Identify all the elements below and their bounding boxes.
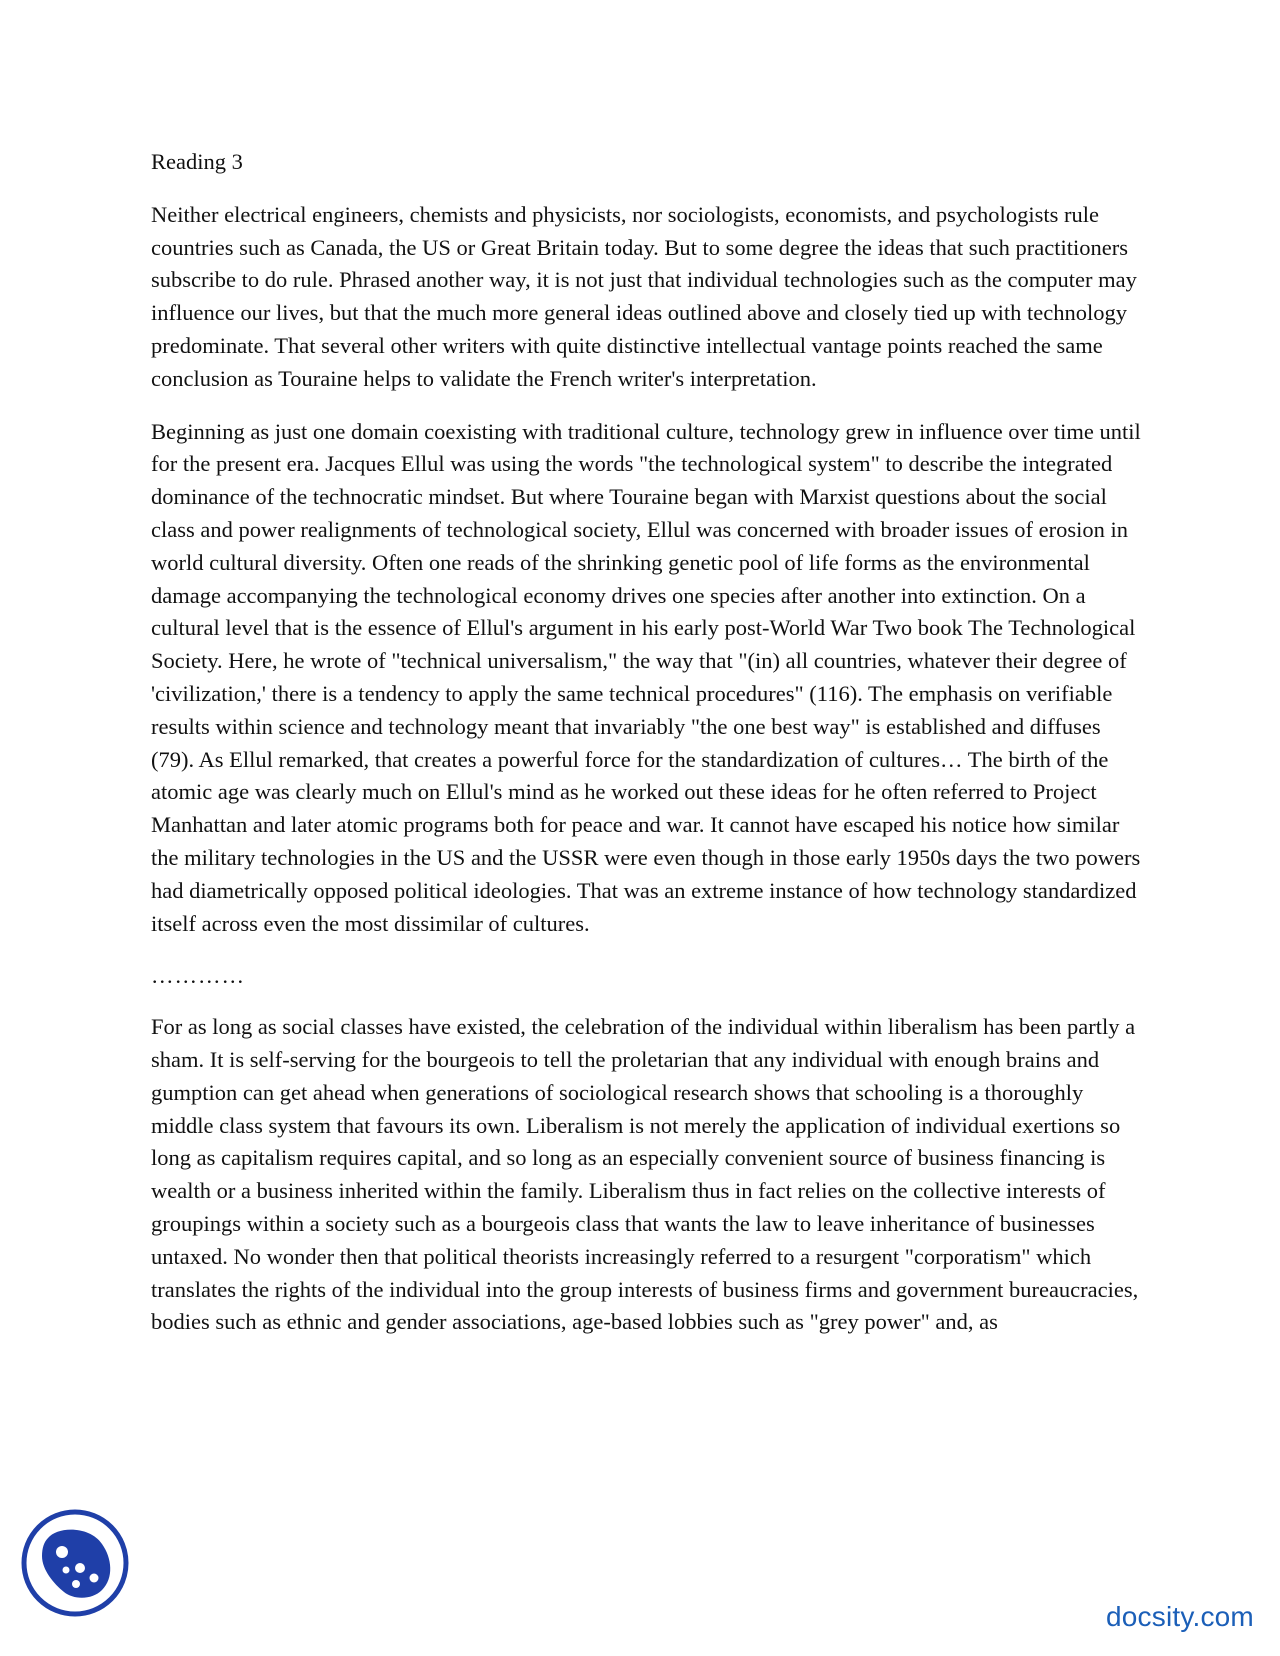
document-body	[151, 146, 1141, 1359]
section-separator: …………	[151, 963, 245, 989]
paragraph-1: Neither electrical engineers, chemists and physicists, nor sociologists, economists, and psychologists rule countries such as Canada, the US or Great Britain today. But to some degree the ideas that such practitioners subscribe to do rule. Phrased another way, it is not just that individual technologies such as the computer may influence our lives, but that the much more general ideas outlined above and closely tied up with technology predominate. That several other writers with quite distinctive intellectual vantage points reached the same conclusion as Touraine helps to validate the French writer's interpretation.	[151, 201, 1137, 391]
docsity-brand-link[interactable]: docsity.com	[1106, 1601, 1254, 1632]
docsity-logo-icon[interactable]	[20, 1508, 130, 1618]
paragraph-2: Beginning as just one domain coexisting with traditional culture, technology grew in influence over time until for the present era. Jacques Ellul was using the words "the technological system" to describe the integrated dominance of the technocratic mindset. But where Touraine began with Marxist questions about the social class and power realignments of technological society, Ellul was concerned with broader issues of erosion in world cultural diversity. Often one reads of the shrinking genetic pool of life forms as the environmental damage accompanying the technological economy drives one species after another into extinction. On a cultural level that is the essence of Ellul's argument in his early post-World War Two book The Technological Society. Here, he wrote of "technical universalism," the way that "(in) all countries, whatever their degree of 'civilization,' there is a tendency to apply the same technical procedures" (116). The emphasis on verifiable results within science and technology meant that invariably "the one best way" is established and diffuses (79). As Ellul remarked, that creates a powerful force for the standardization of cultures… The birth of the atomic age was clearly much on Ellul's mind as he worked out these ideas for he often referred to Project Manhattan and later atomic programs both for peace and war. It cannot have escaped his notice how similar the military technologies in the US and the USSR were even though in those early 1950s days the two powers had diametrically opposed political ideologies. That was an extreme instance of how technology standardized itself across even the most dissimilar of cultures.	[151, 418, 1141, 936]
paragraph-3: For as long as social classes have existed, the celebration of the individual within liberalism has been partly a sham. It is self-serving for the bourgeois to tell the proletarian that any individual with enough brains and gumption can get ahead when generations of sociological research shows that schooling is a thoroughly middle class system that favours its own. Liberalism is not merely the application of individual exertions so long as capitalism requires capital, and so long as an especially convenient source of business financing is wealth or a business inherited within the family. Liberalism thus in fact relies on the collective interests of groupings within a society such as a bourgeois class that wants the law to leave inheritance of businesses untaxed. No wonder then that political theorists increasingly referred to a resurgent "corporatism" which translates the rights of the individual into the group interests of business firms and government bureaucracies, bodies such as ethnic and gender associations, age-based lobbies such as "grey power" and, as	[151, 1014, 1139, 1335]
reading-heading: Reading 3	[151, 149, 243, 174]
